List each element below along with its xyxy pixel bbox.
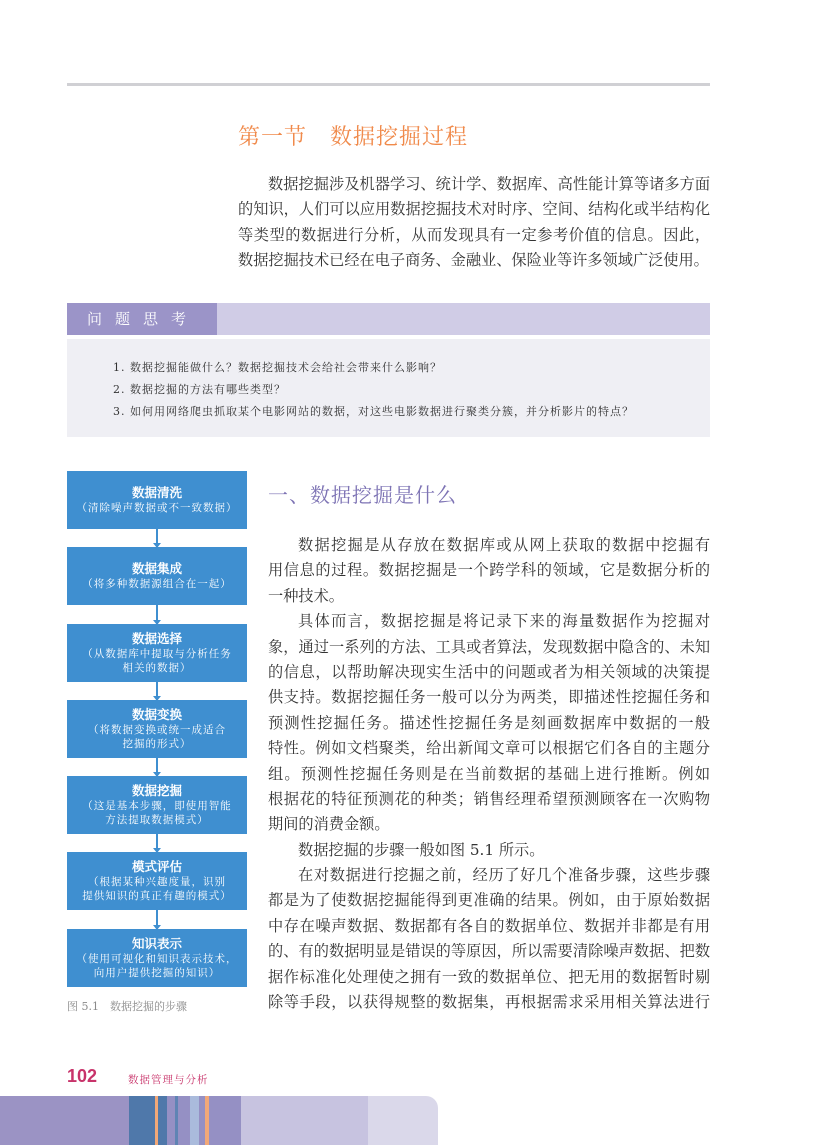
body-paragraph: [268, 533, 710, 609]
flow-step-box: [67, 624, 247, 682]
flow-step-description: 方法提取数据模式）: [105, 814, 209, 826]
book-title: 数据管理与分析: [128, 1074, 209, 1086]
flow-step-box: [67, 852, 247, 910]
body-paragraph: [268, 863, 710, 1015]
arrow-down-icon: [156, 682, 158, 700]
text-line: 供支持。数据挖掘任务一般可以分为两类，即描述性挖掘任务和: [268, 688, 710, 707]
question-item: 2. 数据挖掘的方法有哪些类型？: [113, 383, 286, 396]
question-item: 3. 如何用网络爬虫抓取某个电影网站的数据，对这些电影数据进行聚类分簇，并分析影片的特点？: [113, 405, 634, 418]
footer-color-bar: [0, 1096, 438, 1145]
top-rule: [67, 83, 710, 86]
flow-step-description: （清除噪声数据或不一致数据）: [76, 502, 238, 514]
question-item: 1. 数据挖掘能做什么？数据挖掘技术会给社会带来什么影响？: [113, 361, 442, 374]
arrow-down-icon: [156, 834, 158, 852]
text-line: 中存在噪声数据、数据都有各自的数据单位、数据并非都是有用: [268, 916, 710, 935]
flow-step-description: （将多种数据源组合在一起）: [82, 578, 232, 590]
flow-step-description: 相关的数据）: [122, 662, 192, 674]
arrow-down-icon: [156, 758, 158, 776]
flow-step-description: （这是基本步骤，即使用智能: [82, 800, 232, 812]
flow-step-description: （根据某种兴趣度量，识别: [88, 876, 226, 888]
flow-step-description: （使用可视化和知识表示技术，: [76, 953, 238, 965]
flow-step-box: [67, 547, 247, 605]
think-box-header: [67, 303, 710, 335]
text-line: 象，通过一系列的方法、工具或者算法，发现数据中隐含的、未知: [268, 637, 710, 656]
flow-step-description: （将数据变换或统一成适合: [88, 724, 226, 736]
page-number: 102: [67, 1066, 98, 1086]
intro-paragraph: [238, 172, 710, 274]
text-line: 据作标准化处理使之拥有一致的数据单位、把无用的数据暂时剔: [268, 967, 710, 986]
text-line: 数据挖掘技术已经在电子商务、金融业、保险业等许多领域广泛使用。: [238, 251, 709, 270]
body-paragraph: [268, 838, 710, 863]
text-line: 在对数据进行挖掘之前，经历了好几个准备步骤，这些步骤: [298, 866, 710, 885]
flow-step-title: 数据清洗: [131, 485, 182, 500]
arrow-down-icon: [156, 910, 158, 929]
text-line: 除等手段，以获得规整的数据集，再根据需求采用相关算法进行: [268, 993, 710, 1012]
flow-step-box: [67, 471, 247, 529]
text-line: 一种技术。: [268, 586, 344, 605]
flow-step-description: 挖掘的形式）: [122, 738, 192, 750]
flow-step-box: [67, 929, 247, 987]
text-line: 根据花的特征预测花的种类；销售经理希望预测顾客在一次购物: [268, 789, 710, 808]
flow-step-box: [67, 700, 247, 758]
text-line: 的、有的数据明显是错误的等原因，所以需要清除噪声数据、把数: [268, 942, 710, 961]
figure-caption: 图 5.1 数据挖掘的步骤: [67, 1000, 187, 1013]
subsection-title: 一、数据挖掘是什么: [268, 483, 457, 507]
flow-step-title: 知识表示: [131, 936, 182, 951]
flow-step-description: （从数据库中提取与分析任务: [82, 648, 232, 660]
flow-step-title: 数据选择: [131, 631, 182, 646]
flow-step-description: 提供知识的真正有趣的模式）: [82, 890, 232, 902]
flow-step-title: 数据挖掘: [131, 783, 182, 798]
text-line: 预测性挖掘任务。描述性挖掘任务是刻画数据库中数据的一般: [268, 713, 710, 732]
body-paragraph: [268, 609, 710, 838]
text-line: 期间的消费金额。: [268, 815, 390, 834]
flow-step-title: 数据变换: [131, 707, 182, 722]
think-box-label: 问题思考: [67, 303, 217, 335]
text-line: 数据挖掘的步骤一般如图 5.1 所示。: [298, 840, 545, 859]
text-line: 的信息，以帮助解决现实生活中的问题或者为相关领域的决策提: [268, 662, 710, 681]
arrow-down-icon: [156, 529, 158, 547]
text-line: 数据挖掘是从存放在数据库或从网上获取的数据中挖掘有: [298, 536, 710, 554]
text-line: 都是为了使数据挖掘能得到更准确的结果。例如，由于原始数据: [268, 891, 710, 910]
text-line: 特性。例如文档聚类，给出新闻文章可以根据它们各自的主题分: [268, 739, 710, 758]
flow-step-title: 模式评估: [131, 859, 182, 874]
text-line: 组。预测性挖掘任务则是在当前数据的基础上进行推断。例如: [268, 764, 710, 783]
text-line: 等类型的数据进行分析，从而发现具有一定参考价值的信息。因此，: [238, 225, 710, 244]
think-box-questions: [67, 339, 710, 437]
flow-step-box: [67, 776, 247, 834]
arrow-down-icon: [156, 605, 158, 624]
text-line: 的知识，人们可以应用数据挖掘技术对时序、空间、结构化或半结构化: [238, 200, 710, 219]
flow-step-description: 向用户提供挖掘的知识）: [93, 967, 221, 979]
flow-step-title: 数据集成: [131, 561, 182, 576]
text-line: 具体而言，数据挖掘是将记录下来的海量数据作为挖掘对: [298, 612, 710, 631]
body-text: [268, 533, 710, 1015]
text-line: 数据挖掘涉及机器学习、统计学、数据库、高性能计算等诸多方面: [268, 175, 710, 193]
text-line: 用信息的过程。数据挖掘是一个跨学科的领域，它是数据分析的: [268, 561, 710, 580]
section-title: 第一节 数据挖掘过程: [238, 125, 469, 150]
